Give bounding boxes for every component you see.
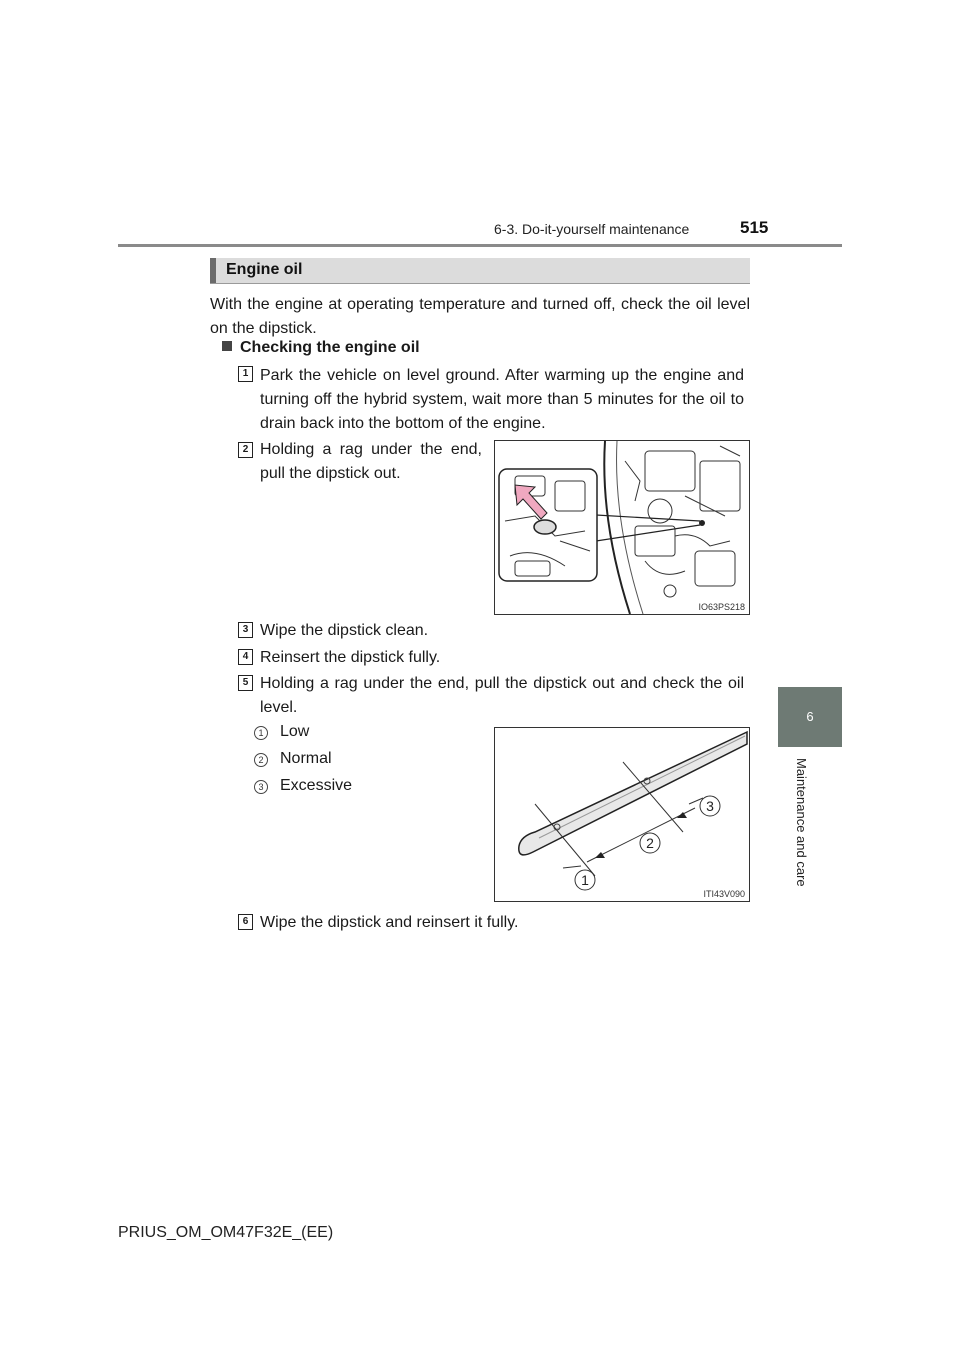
step-text: Wipe the dipstick clean. [260, 622, 429, 639]
legend-number: 2 [254, 753, 268, 767]
step-number: 3 [238, 622, 253, 638]
step-text: Holding a rag under the end, pull the dipstick out and check the oil level. [260, 675, 744, 716]
legend-label: Low [280, 723, 310, 740]
legend-label: Normal [280, 750, 332, 767]
heading-divider [210, 283, 750, 284]
subsection-title: Checking the engine oil [240, 339, 420, 356]
step-number: 2 [238, 442, 253, 458]
legend-label: Excessive [280, 777, 353, 794]
callout-label: 1 [581, 872, 589, 888]
document-id: PRIUS_OM_OM47F32E_(EE) [118, 1224, 334, 1241]
legend-number: 3 [254, 780, 268, 794]
legend-number: 1 [254, 726, 268, 740]
header-section-title: 6-3. Do-it-yourself maintenance [494, 221, 690, 237]
header-divider [118, 244, 842, 247]
step-text: Reinsert the dipstick fully. [260, 649, 441, 666]
section-heading [210, 258, 750, 283]
figure-code: IO63PS218 [698, 602, 745, 612]
square-bullet-icon [222, 341, 232, 351]
subsection-heading [222, 339, 420, 357]
section-heading-text: Engine oil [226, 261, 303, 278]
callout-label: 3 [706, 798, 714, 814]
chapter-title: Maintenance and care [794, 758, 809, 887]
step-number: 1 [238, 366, 253, 382]
page-number: 515 [740, 218, 769, 237]
dipstick-figure [494, 727, 750, 902]
step-number: 6 [238, 914, 253, 930]
step-number: 5 [238, 675, 253, 691]
chapter-tab [778, 687, 842, 747]
dipstick-illustration [495, 728, 749, 901]
engine-bay-illustration [495, 441, 749, 614]
figure-code: ITI43V090 [703, 889, 745, 899]
engine-bay-figure [494, 440, 750, 615]
chapter-number: 6 [806, 709, 814, 724]
intro-paragraph: With the engine at operating temperature and turned off, check the oil level on the dipstick. [210, 296, 750, 337]
callout-label: 2 [646, 835, 654, 851]
step-text: Park the vehicle on level ground. After warming up the engine and turning off the hybrid system, wait more than 5 minutes for the oil to drain back into the bottom of the engine. [260, 367, 744, 432]
step-number: 4 [238, 649, 253, 665]
step-text: Holding a rag under the end, pull the dipstick out. [260, 441, 482, 482]
step-text: Wipe the dipstick and reinsert it fully. [260, 914, 519, 931]
